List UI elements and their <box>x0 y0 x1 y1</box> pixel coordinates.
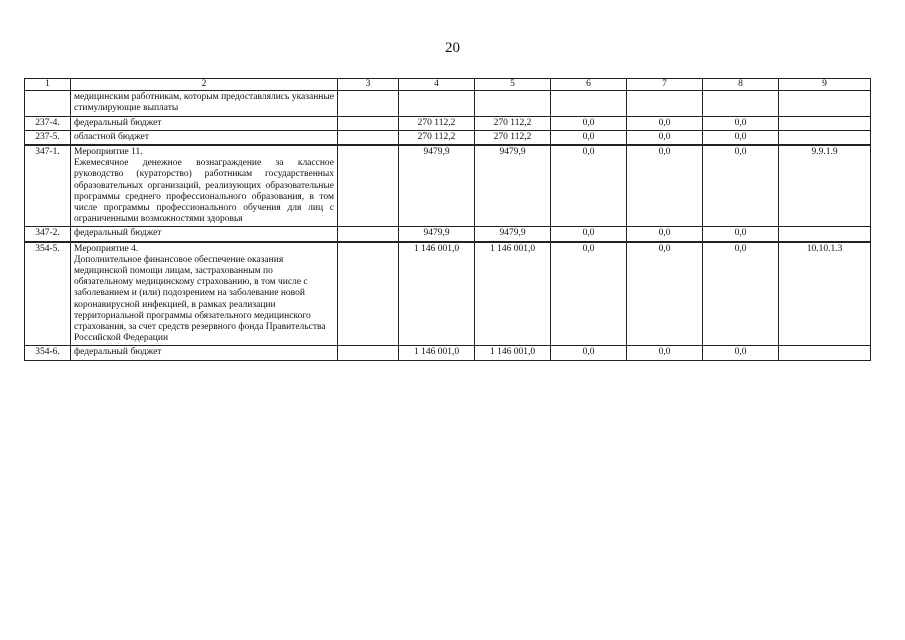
table-header-row <box>25 79 871 91</box>
header-cell: 4 <box>399 79 475 91</box>
value-cell-col3 <box>338 91 399 116</box>
value-cell-col7: 0,0 <box>627 145 703 227</box>
row-number-cell: 347-1. <box>25 145 71 227</box>
value-cell-col7: 0,0 <box>627 227 703 242</box>
header-cell: 8 <box>703 79 779 91</box>
header-cell: 3 <box>338 79 399 91</box>
value-cell-col8: 0,0 <box>703 242 779 346</box>
value-cell-col3 <box>338 242 399 346</box>
code-cell: 10.10.1.3 <box>779 242 871 346</box>
code-cell <box>779 227 871 242</box>
value-cell-col7 <box>627 91 703 116</box>
value-cell-col4: 270 112,2 <box>399 116 475 130</box>
value-cell-col5: 9479,9 <box>475 145 551 227</box>
value-cell-col4: 270 112,2 <box>399 130 475 145</box>
value-cell-col7: 0,0 <box>627 116 703 130</box>
description-cell: медицинским работникам, которым предоставлялись указанные стимулирующие выплаты <box>71 91 338 116</box>
table-row <box>25 130 871 145</box>
measure-text: Дополнительное финансовое обеспечение оказания медицинской помощи лицам, застрахованным по обязательному медицинскому страхованию, в том числе с заболеванием и (или) подозрением на заболевание новой коронавирусной инфекцией, в рамках реализации территориальной программы обязательного медицинского страхования, за счет средств резервного фонда Правительства Российской Федерации <box>74 254 326 344</box>
value-cell-col7: 0,0 <box>627 346 703 360</box>
value-cell-col3 <box>338 145 399 227</box>
value-cell-col3 <box>338 346 399 360</box>
value-cell-col6 <box>551 91 627 116</box>
value-cell-col4: 9479,9 <box>399 227 475 242</box>
row-number-cell: 347-2. <box>25 227 71 242</box>
code-cell <box>779 130 871 145</box>
table-row <box>25 91 871 116</box>
value-cell-col8: 0,0 <box>703 116 779 130</box>
value-cell-col3 <box>338 227 399 242</box>
description-cell: федеральный бюджет <box>71 227 338 242</box>
row-number-cell: 354-5. <box>25 242 71 346</box>
value-cell-col4 <box>399 91 475 116</box>
value-cell-col6: 0,0 <box>551 116 627 130</box>
value-cell-col7: 0,0 <box>627 242 703 346</box>
value-cell-col6: 0,0 <box>551 145 627 227</box>
table-row <box>25 346 871 360</box>
value-cell-col8 <box>703 91 779 116</box>
page-number: 20 <box>445 40 460 56</box>
header-cell: 7 <box>627 79 703 91</box>
header-cell: 9 <box>779 79 871 91</box>
header-cell: 2 <box>71 79 338 91</box>
value-cell-col5 <box>475 91 551 116</box>
code-cell <box>779 116 871 130</box>
row-number-cell <box>25 91 71 116</box>
value-cell-col8: 0,0 <box>703 130 779 145</box>
table-row <box>25 116 871 130</box>
code-cell <box>779 346 871 360</box>
value-cell-col3 <box>338 116 399 130</box>
value-cell-col7: 0,0 <box>627 130 703 145</box>
description-cell <box>71 242 338 346</box>
measure-text: Ежемесячное денежное вознаграждение за классное руководство (кураторство) работникам государственных образовательных организаций, реализующих образовательные программы среднего профессионального образования, в том числе программы профессионального обучения для лиц с ограниченными возможностями здоровья <box>74 158 334 225</box>
value-cell-col5: 1 146 001,0 <box>475 346 551 360</box>
row-number-cell: 237-4. <box>25 116 71 130</box>
header-cell: 5 <box>475 79 551 91</box>
code-cell: 9.9.1.9 <box>779 145 871 227</box>
description-cell: областной бюджет <box>71 130 338 145</box>
value-cell-col4: 1 146 001,0 <box>399 242 475 346</box>
value-cell-col4: 9479,9 <box>399 145 475 227</box>
value-cell-col8: 0,0 <box>703 227 779 242</box>
value-cell-col8: 0,0 <box>703 145 779 227</box>
value-cell-col5: 270 112,2 <box>475 116 551 130</box>
row-number-cell: 237-5. <box>25 130 71 145</box>
measure-title: Мероприятие 11. <box>74 147 143 158</box>
header-cell: 1 <box>25 79 71 91</box>
budget-table <box>24 78 871 361</box>
value-cell-col4: 1 146 001,0 <box>399 346 475 360</box>
row-number-cell: 354-6. <box>25 346 71 360</box>
table-row <box>25 242 871 346</box>
value-cell-col3 <box>338 130 399 145</box>
code-cell <box>779 91 871 116</box>
value-cell-col6: 0,0 <box>551 346 627 360</box>
measure-title: Мероприятие 4. <box>74 243 139 254</box>
value-cell-col6: 0,0 <box>551 242 627 346</box>
value-cell-col5: 270 112,2 <box>475 130 551 145</box>
description-cell: федеральный бюджет <box>71 346 338 360</box>
description-cell: федеральный бюджет <box>71 116 338 130</box>
value-cell-col8: 0,0 <box>703 346 779 360</box>
table-row <box>25 145 871 227</box>
value-cell-col5: 1 146 001,0 <box>475 242 551 346</box>
value-cell-col6: 0,0 <box>551 130 627 145</box>
value-cell-col5: 9479,9 <box>475 227 551 242</box>
header-cell: 6 <box>551 79 627 91</box>
value-cell-col6: 0,0 <box>551 227 627 242</box>
table-row <box>25 227 871 242</box>
description-cell <box>71 145 338 227</box>
